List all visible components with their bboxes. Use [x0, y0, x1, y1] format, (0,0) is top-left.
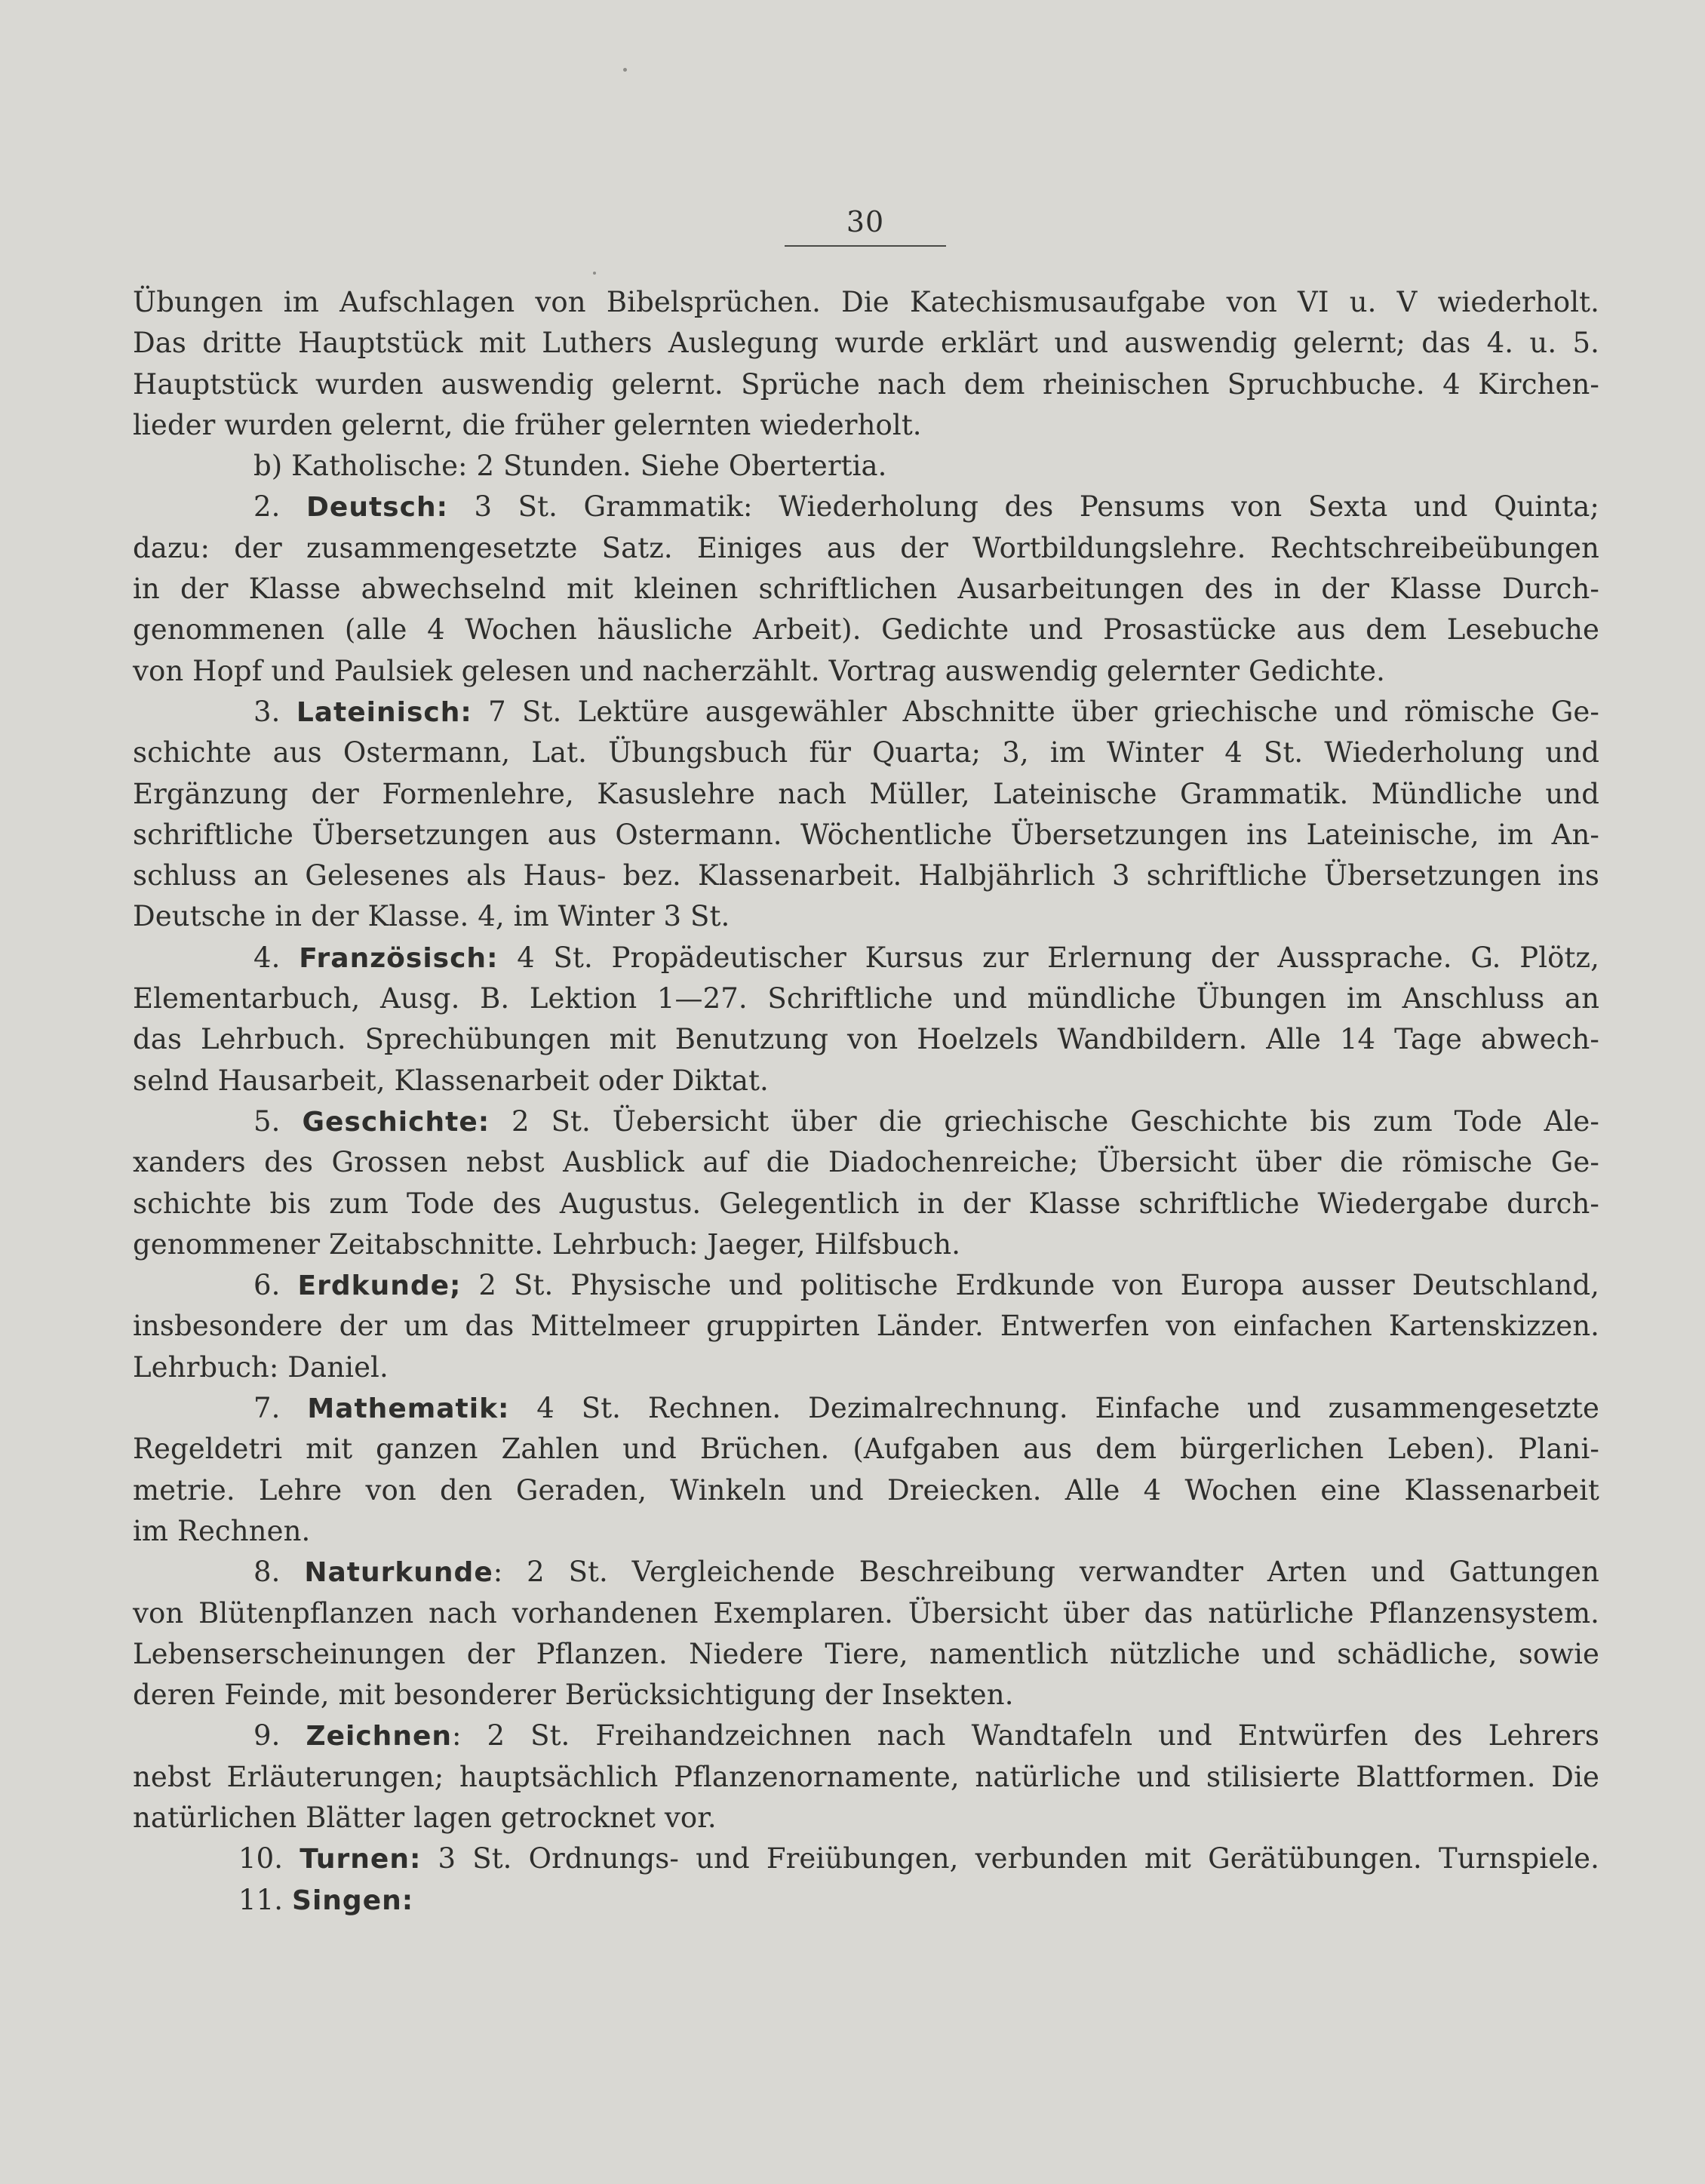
body-text	[133, 282, 1599, 1921]
text-line: Regeldetri mit ganzen Zahlen und Brüchen. (Aufgaben aus dem bürgerlichen Leben). Plani-	[133, 1433, 1599, 1466]
text-line: Deutsche in der Klasse. 4, im Winter 3 St.	[133, 900, 730, 933]
section-number: 3.	[253, 695, 281, 728]
text-line: b) Katholische: 2 Stunden. Siehe Obertertia.	[253, 450, 887, 483]
text-line: genommenen (alle 4 Wochen häusliche Arbeit). Gedichte und Prosastücke aus dem Lesebuche	[133, 613, 1599, 647]
text-line: in der Klasse abwechselnd mit kleinen schriftlichen Ausarbeitungen des in der Klasse Durch-	[133, 573, 1599, 606]
text-line: deren Feinde, mit besonderer Berücksichtigung der Insekten.	[133, 1679, 1014, 1712]
section-first-line: 3 St. Ordnungs- und Freiübungen, verbunden mit Gerätübungen. Turnspiele.	[421, 1842, 1599, 1875]
section-first-line: : 2 St. Vergleichende Beschreibung verwandter Arten und Gattungen	[493, 1556, 1599, 1589]
section-deutsch-heading-line	[133, 487, 1599, 527]
section-first-line: : 2 St. Freihandzeichnen nach Wandtafeln und Entwürfen des Lehrers	[452, 1719, 1599, 1752]
section-subject: Deutsch:	[306, 492, 448, 524]
text-line: im Rechnen.	[133, 1514, 311, 1547]
paper-speck	[623, 68, 627, 72]
text-line: Übungen im Aufschlagen von Bibelsprüchen. Die Katechismusaufgabe von VI u. V wiederholt.	[133, 286, 1599, 318]
text-line: nebst Erläuterungen; hauptsächlich Pflanzenornamente, natürliche und stilisierte Blattformen. Die	[133, 1760, 1599, 1793]
text-line: genommener Zeitabschnitte. Lehrbuch: Jaeger, Hilfsbuch.	[133, 1227, 961, 1261]
section-zeichnen-heading-line	[133, 1716, 1599, 1756]
section-lateinisch-heading-line	[133, 692, 1599, 733]
text-line: selnd Hausarbeit, Klassenarbeit oder Diktat.	[133, 1064, 769, 1097]
text-line: xanders des Grossen nebst Ausblick auf die Diadochenreiche; Übersicht über die römische Ge-	[133, 1146, 1599, 1179]
section-subject: Singen:	[292, 1885, 414, 1916]
text-line: Das dritte Hauptstück mit Luthers Auslegung wurde erklärt und auswendig gelernt; das 4. u. 5.	[133, 327, 1599, 360]
text-line: von Hopf und Paulsiek gelesen und nacherzählt. Vortrag auswendig gelernter Gedichte.	[133, 654, 1386, 687]
text-line: metrie. Lehre von den Geraden, Winkeln und Dreiecken. Alle 4 Wochen eine Klassenarbeit	[133, 1473, 1599, 1507]
section-first-line: 4 St. Rechnen. Dezimalrechnung. Einfache und zusammengesetzte	[509, 1392, 1599, 1425]
text-line: das Lehrbuch. Sprechübungen mit Benutzung von Hoelzels Wandbildern. Alle 14 Tage abwech-	[133, 1023, 1599, 1056]
text-line: schluss an Gelesenes als Haus- bez. Klassenarbeit. Halbjährlich 3 schriftliche Übersetzungen ins	[133, 859, 1599, 892]
text-line: dazu: der zusammengesetzte Satz. Einiges aus der Wortbildungslehre. Rechtschreibeübungen	[133, 531, 1599, 564]
section-subject: Lateinisch:	[296, 696, 472, 728]
text-line: lieder wurden gelernt, die früher gelernten wiederholt.	[133, 408, 922, 441]
text-line: Lehrbuch: Daniel.	[133, 1350, 389, 1384]
section-subject: Geschichte:	[302, 1106, 490, 1138]
section-subject: Zeichnen	[306, 1721, 452, 1752]
text-line: schriftliche Übersetzungen aus Ostermann. Wöchentliche Übersetzungen ins Lateinische, im An-	[133, 818, 1599, 851]
section-number: 4.	[253, 941, 281, 974]
section-franzoesisch-heading-line	[133, 938, 1599, 978]
section-number: 10.	[238, 1842, 284, 1875]
section-number: 11.	[238, 1883, 284, 1916]
text-line: Hauptstück wurden auswendig gelernt. Sprüche nach dem rheinischen Spruchbuche. 4 Kirchen-	[133, 367, 1599, 401]
text-line: von Blütenpflanzen nach vorhandenen Exemplaren. Übersicht über das natürliche Pflanzensystem.	[133, 1596, 1599, 1630]
section-first-line: 7 St. Lektüre ausgewähler Abschnitte über griechische und römische Ge-	[472, 695, 1599, 728]
section-number: 5.	[253, 1104, 281, 1138]
text-line: insbesondere der um das Mittelmeer gruppirten Länder. Entwerfen von einfachen Kartenskizzen.	[133, 1310, 1599, 1343]
section-subject: Französisch:	[299, 942, 499, 974]
section-singen-heading-line	[133, 1880, 1599, 1921]
section-first-line: 2 St. Üebersicht über die griechische Geschichte bis zum Tode Ale-	[490, 1104, 1599, 1138]
section-turnen-heading-line	[133, 1838, 1599, 1879]
page-number: 30	[846, 205, 885, 238]
section-naturkunde-heading-line	[133, 1552, 1599, 1593]
section-subject: Mathematik:	[307, 1393, 510, 1425]
section-number: 7.	[253, 1392, 281, 1425]
text-line: schichte bis zum Tode des Augustus. Gelegentlich in der Klasse schriftliche Wiedergabe durch-	[133, 1187, 1599, 1220]
text-line: Lebenserscheinungen der Pflanzen. Niedere Tiere, namentlich nützliche und schädliche, sowie	[133, 1637, 1599, 1670]
text-line: Elementarbuch, Ausg. B. Lektion 1—27. Schriftliche und mündliche Übungen im Anschluss an	[133, 982, 1599, 1015]
page-number-rule	[785, 245, 946, 247]
section-subject: Naturkunde	[304, 1557, 493, 1589]
section-first-line: 3 St. Grammatik: Wiederholung des Pensums von Sexta und Quinta;	[447, 490, 1599, 524]
section-erdkunde-heading-line	[133, 1265, 1599, 1306]
section-subject: Erdkunde;	[297, 1270, 462, 1302]
section-number: 9.	[253, 1719, 281, 1752]
text-line: natürlichen Blätter lagen getrocknet vor.	[133, 1801, 717, 1834]
paper-speck	[593, 272, 596, 275]
section-number: 8.	[253, 1556, 281, 1589]
section-number: 2.	[253, 490, 281, 524]
section-subject: Turnen:	[300, 1844, 422, 1875]
section-first-line: 4 St. Propädeutischer Kursus zur Erlernung der Aussprache. G. Plötz,	[498, 941, 1599, 974]
section-first-line: 2 St. Physische und politische Erdkunde von Europa ausser Deutschland,	[461, 1269, 1599, 1302]
section-geschichte-heading-line	[133, 1101, 1599, 1142]
text-line: Ergänzung der Formenlehre, Kasuslehre nach Müller, Lateinische Grammatik. Mündliche und	[133, 777, 1599, 810]
section-number: 6.	[253, 1269, 281, 1302]
section-mathematik-heading-line	[133, 1388, 1599, 1429]
text-line: schichte aus Ostermann, Lat. Übungsbuch für Quarta; 3, im Winter 4 St. Wiederholung und	[133, 736, 1599, 769]
